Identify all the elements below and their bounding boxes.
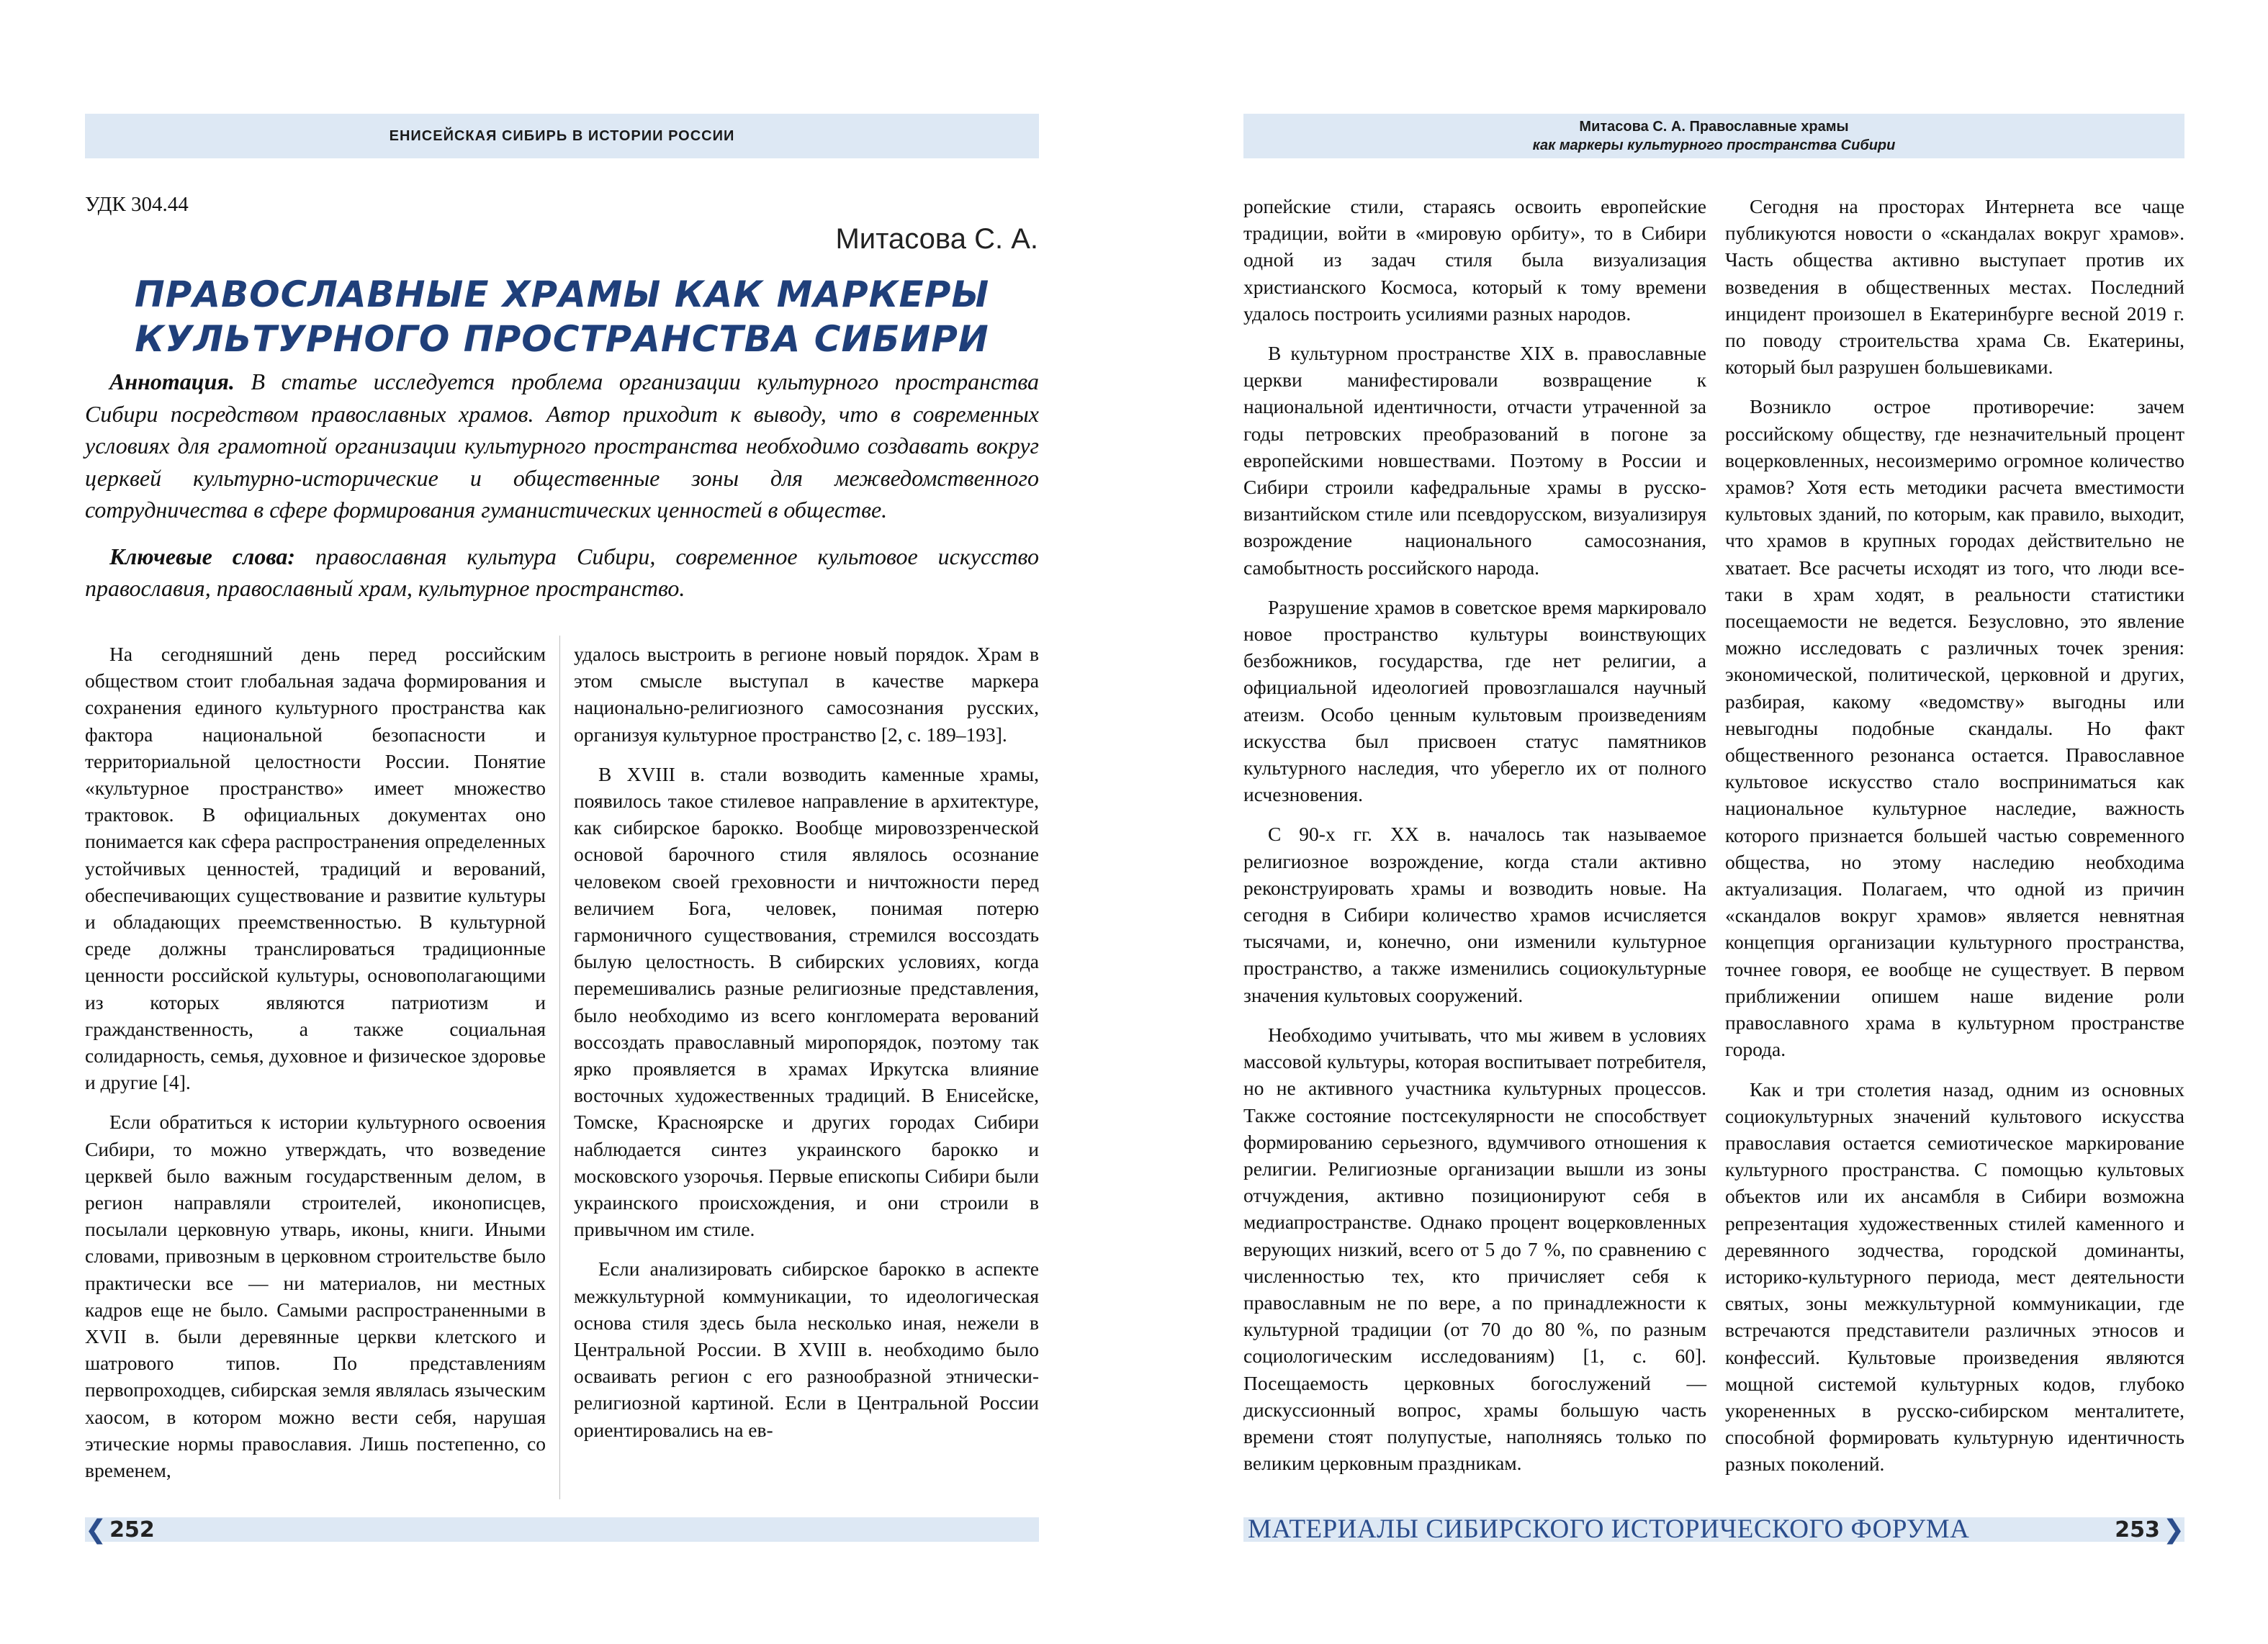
paragraph: удалось выстроить в регионе новый порядок. Храм в этом смысле выступал в качестве маркера национально-религиозного самосознания русских, организуя культурное пространство [2, с. 189–193].: [574, 643, 1039, 746]
right-running-header: [1243, 114, 2184, 158]
article-title-line-2: КУЛЬТУРНОГО ПРОСТРАНСТВА СИБИРИ: [135, 318, 989, 360]
right-running-header-line-2: как маркеры культурного пространства Сибири: [1532, 137, 1896, 153]
article-title: [85, 272, 1039, 361]
keywords-paragraph: [85, 541, 1039, 605]
paragraph: Как и три столетия назад, одним из основных социокультурных значений культового искусства православия остается семиотическое маркирование культурного пространства. С помощью культовых объектов или их ансамбля в Сибири возможна репрезентация художественных стилей каменного и деревянного зодчества, городской доминанты, историко-культурного периода, мест деятельности святых, зоны межкультурной коммуникации, где встречаются представители различных этносов и конфессий. Культовые произведения являются мощной системой культурных кодов, глубоко укорененных в русско-сибирском менталитете, способной формировать культурную идентичность разных поколений.: [1725, 1078, 2184, 1476]
abstract-block: [85, 366, 1039, 619]
right-footer-title: МАТЕРИАЛЫ СИБИРСКОГО ИСТОРИЧЕСКОГО ФОРУМА: [1248, 1514, 1970, 1544]
paragraph: Если анализировать сибирское барокко в аспекте межкультурной коммуникации, то идеологическая основа стиля здесь была несколько иная, нежели в Центральной России. В XVIII в. необходимо было осваивать регион с его разнообразной этнически-религиозной картиной. Если в Центральной России ориентировались на ев-: [574, 1257, 1039, 1441]
right-page-number-text: 253: [2115, 1517, 2160, 1543]
abstract-text: В статье исследуется проблема организации культурного пространства Сибири посредством православных храмов. Автор приходит к выводу, что в современных условиях для грамотной организации культурного пространства необходимо создавать вокруг церквей культурно-исторические и общественные зоны для межведомственного сотрудничества в сфере формирования гуманистических ценностей в обществе.: [85, 369, 1040, 523]
paragraph: Возникло острое противоречие: зачем российскому обществу, где незначительный процент воцерковленных, несоизмеримо огромное количество храмов? Хотя есть методики расчета вместимости культовых зданий, по которым, как правило, выходит, что храмов в крупных городах действительно не хватает. Все расчеты исходят из того, что люди все-таки в храм ходят, в реальности статистики посещаемости не ведется. Безусловно, это явление можно исследовать с различных точек зрения: экономической, политической, церковной и других, разбирая, какому «ведомству» выгодны или невыгодны подобные скандалы. Но факт общественного резонанса остается. Православное культовое искусство стало восприниматься как национальное культурное наследие, важность которого признается большей частью современного общества, но этому наследию необходима актуализация. Полагаем, что одной из причин «скандалов вокруг храмов» является невнятная концепция организации культурного пространства, точнее говоря, ее вообще не существует. В первом приближении опишем наше видение роли православного храма в культурном пространстве города.: [1725, 395, 2184, 1061]
left-page-number-text: 252: [109, 1517, 155, 1543]
right-page-number: [2115, 1512, 2184, 1548]
paragraph: Сегодня на просторах Интернета все чаще публикуются новости о «скандалах вокруг храмов». Часть общества активно выступает против их возведения в общественных местах. Последний инцидент произошел в Екатеринбурге весной 2019 г. по поводу строительства храма Св. Екатерины, который был разрушен большевиками.: [1725, 195, 2184, 379]
chevron-right-icon: ❯: [2162, 1514, 2184, 1545]
paragraph: В XVIII в. стали возводить каменные храмы, появилось такое стилевое направление в архитектуре, как сибирское барокко. Вообще мировоззренческой основой барочного стиля являлось осознание человеком своей греховности и ничтожности перед величием Бога, человек, понимая потерю гармоничного существования, стремился воссоздать былую целостность. В сибирских условиях, когда перемешивались разные религиозные представления, было необходимо из всего конгломерата верований воссоздать православный миропорядок, поэтому так ярко проявляется в храмах Иркутска влияние восточных художественных традиций. В Енисейске, Томске, Красноярске и других городах Сибири наблюдается синтез украинского барокко и московского узорочья. Первые епископы Сибири были украинского происхождения, и они строили в привычном им стиле.: [574, 762, 1039, 1241]
author-name: Митасова С. А.: [835, 223, 1038, 255]
abstract-paragraph: [85, 366, 1039, 526]
paragraph: Если обратиться к истории культурного освоения Сибири, то можно утверждать, что возведение церквей было важным государственным делом, в регион направляли строителей, иконописцев, посылали церковную утварь, иконы, книги. Иными словами, привозным в церковном строительстве было практически все — ни материалов, ни местных кадров еще не было. Самыми распространенными в XVII в. были деревянные церкви клетского и шатрового типов. По представлениям первопроходцев, сибирская земля являлась языческим хаосом, в котором можно вести себя, нарушая этические нормы православия. Лишь постепенно, со временем,: [85, 1111, 546, 1482]
left-page-column-2: [574, 641, 1039, 1456]
paragraph: На сегодняшний день перед российским обществом стоит глобальная задача формирования и сохранения единого культурного пространства как фактора национальной безопасности и территориальной целостности России. Понятие «культурное пространство» имеет множество трактовок. В официальных документах оно понимается как сфера распространения определенных устойчивых ценностей, традиций и верований, обеспечивающих существование и развитие культуры и обладающих преемственностью. В культурной среде должны транслироваться традиционные ценности российской культуры, основополагающими из которых являются патриотизм и гражданственность, а также социальная солидарность, семья, духовное и физическое здоровье и другие [4].: [85, 643, 546, 1094]
paragraph: В культурном пространстве XIX в. православные церкви манифестировали возвращение к национальной идентичности, отчасти утраченной за годы петровских преобразований в погоне за европейскими новшествами. Поэтому в России и Сибири строили кафедральные храмы в русско-византийском стиле или псевдорусском, визуализируя возрождение национального самосознания, самобытность российского народа.: [1243, 342, 1706, 579]
left-footer-bar: [85, 1517, 1039, 1542]
paragraph: Необходимо учитывать, что мы живем в условиях массовой культуры, которая воспитывает потребителя, но не активного участника культурных процессов. Также состояние постсекулярности не способствует формированию серьезного, вдумчивого отношения к религии. Религиозные организации вышли из зоны отчуждения, активно позиционируют себя в медиапространстве. Однако процент воцерковленных верующих низкий, всего от 5 до 7 %, по сравнению с численностью тех, кто причисляет себя к православным не по вере, а по принадлежности к культурной традиции (от 70 до 80 %, по разным социологическим исследованиям) [1, с. 60]. Посещаемость церковных богослужений — дискуссионный вопрос, храмы большую часть времени стоят полупустые, наполняясь только по великим церковным праздникам.: [1243, 1023, 1706, 1475]
paragraph: ропейские стили, стараясь освоить европейские традиции, войти в «мировую орбиту», то в Сибири одной из задач стиля была визуализация христианского Космоса, который к тому времени удалось построить усилиями разных народов.: [1243, 195, 1706, 325]
left-running-header: [85, 114, 1039, 158]
left-running-header-text: ЕНИСЕЙСКАЯ СИБИРЬ В ИСТОРИИ РОССИИ: [389, 128, 735, 144]
left-page-column-1: [85, 641, 546, 1496]
paragraph: С 90-х гг. XX в. началось так называемое религиозное возрождение, когда стали активно реконструировать храмы и возводить новые. На сегодня в Сибири количество храмов исчисляется тысячами, и, конечно, они изменили культурное пространство, а также изменились социокультурные значения культовых сооружений.: [1243, 823, 1706, 1006]
right-running-header-line-1: Митасова С. А. Православные храмы: [1579, 119, 1849, 135]
right-page-column-2: [1725, 193, 2184, 1491]
paragraph: Разрушение храмов в советское время маркировало новое пространство культуры воинствующих безбожников, государства, где нет религии, а официальной идеологией провозглашался научный атеизм. Особо ценным культовым произведениям искусства был присвоен статус памятников культурного наследия, что уберегло их от полного исчезновения.: [1243, 595, 1706, 806]
keywords-text: православная культура Сибири, современное культовое искусство православия, православный храм, культурное пространство.: [85, 543, 1039, 601]
left-page-number: [85, 1512, 155, 1548]
abstract-label: Аннотация.: [109, 369, 235, 394]
keywords-label: Ключевые слова:: [109, 543, 296, 569]
chevron-left-icon: ❮: [85, 1514, 107, 1545]
right-page-column-1: [1243, 193, 1706, 1489]
article-title-line-1: ПРАВОСЛАВНЫЕ ХРАМЫ КАК МАРКЕРЫ: [134, 274, 990, 315]
body-separator: [559, 636, 560, 1499]
udc-code: УДК 304.44: [85, 193, 189, 216]
